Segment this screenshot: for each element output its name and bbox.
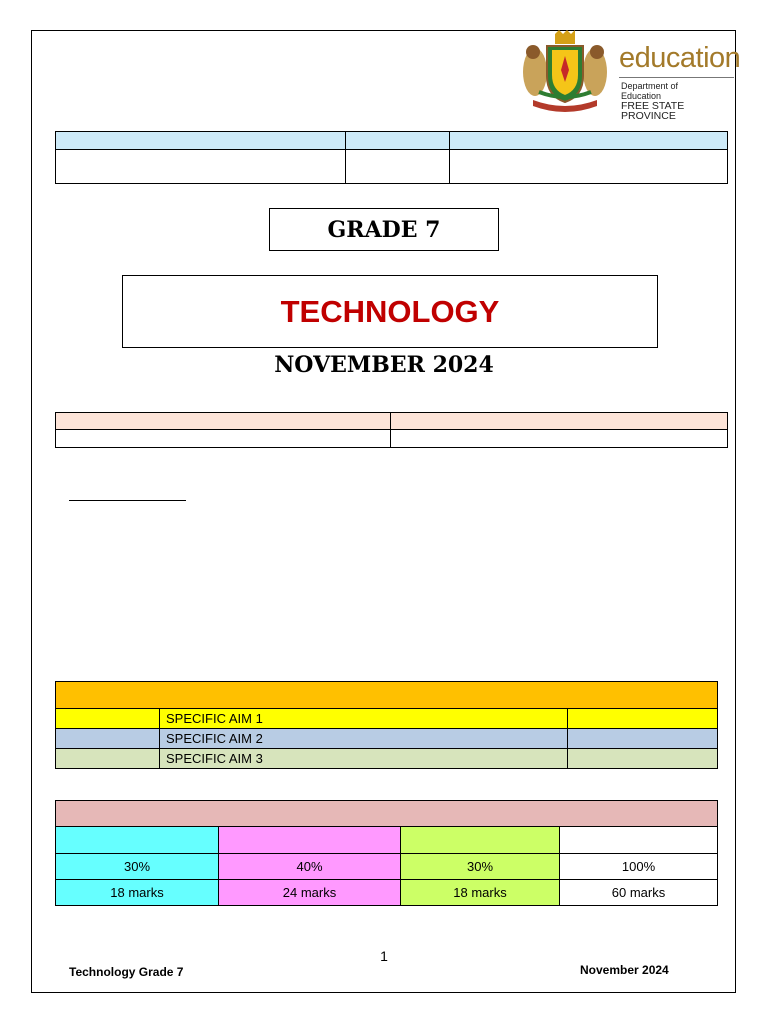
learner-info-table: [55, 131, 728, 184]
weight-marks: 18 marks: [56, 880, 219, 906]
logo-line-3: FREE STATE PROVINCE: [621, 100, 685, 122]
info-header-cell: [56, 132, 346, 150]
logo-line-2: Education: [621, 91, 662, 101]
weighting-header-row: [56, 801, 718, 827]
aim-label: SPECIFIC AIM 1: [160, 709, 568, 729]
info-header-cell: [450, 132, 728, 150]
aims-header-row: [56, 682, 718, 709]
marks-value-cell: [56, 430, 391, 448]
subject-title: TECHNOLOGY: [122, 275, 658, 348]
weight-marks: 18 marks: [401, 880, 560, 906]
weight-percent: 30%: [56, 854, 219, 880]
exam-session-title: NOVEMBER 2024: [274, 352, 494, 378]
info-entry-cell[interactable]: [450, 150, 728, 184]
weight-percent: 40%: [219, 854, 401, 880]
aim-label: SPECIFIC AIM 3: [160, 749, 568, 769]
specific-aims-table: [55, 681, 718, 769]
info-entry-cell[interactable]: [56, 150, 346, 184]
weight-marks-total: 60 marks: [560, 880, 718, 906]
page-number: 1: [380, 948, 388, 964]
marks-time-table: [55, 412, 728, 448]
grade-title: GRADE 7: [269, 208, 499, 251]
marks-header-cell: [391, 413, 728, 430]
aim-row: [56, 749, 718, 769]
logo-wordmark: education: [619, 42, 741, 74]
weight-percent: 30%: [401, 854, 560, 880]
marks-header-cell: [56, 413, 391, 430]
aim-row: [56, 729, 718, 749]
weight-percent-total: 100%: [560, 854, 718, 880]
logo-divider: [619, 77, 734, 78]
aim-row: [56, 709, 718, 729]
coat-of-arms-icon: [519, 30, 611, 116]
department-logo: [519, 30, 741, 122]
instructions-heading-underline: [69, 500, 186, 501]
weighting-table: [55, 800, 718, 906]
info-header-cell: [346, 132, 450, 150]
footer-date: November 2024: [580, 963, 669, 977]
logo-line-1: Department of: [621, 81, 679, 91]
info-entry-cell[interactable]: [346, 150, 450, 184]
weight-marks: 24 marks: [219, 880, 401, 906]
aim-label: SPECIFIC AIM 2: [160, 729, 568, 749]
footer-subject: Technology Grade 7: [69, 965, 184, 979]
marks-value-cell: [391, 430, 728, 448]
